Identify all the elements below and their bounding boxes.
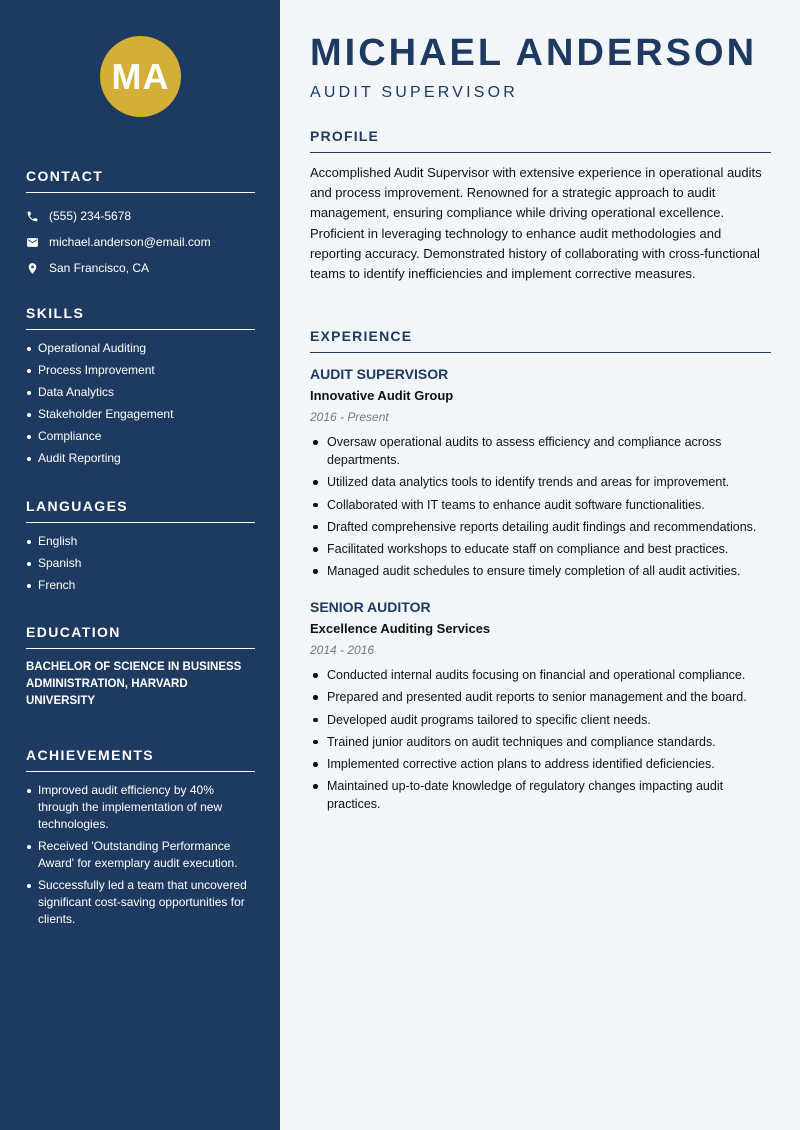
job-bullet: Developed audit programs tailored to specific client needs. (310, 711, 771, 729)
contact-location (26, 255, 255, 281)
skills-list (26, 340, 255, 467)
skill-item: Data Analytics (26, 384, 255, 401)
profile-heading: PROFILE (310, 128, 771, 153)
location-pin-icon (26, 262, 39, 275)
education-section (26, 624, 255, 710)
languages-list (26, 533, 255, 594)
avatar: MA (100, 36, 181, 117)
contact-heading: CONTACT (26, 168, 255, 193)
candidate-role: AUDIT SUPERVISOR (310, 84, 518, 101)
job-bullet: Maintained up-to-date knowledge of regulatory changes impacting audit practices. (310, 777, 771, 813)
skills-heading: SKILLS (26, 305, 255, 330)
job-bullet: Prepared and presented audit reports to senior management and the board. (310, 688, 771, 706)
job-bullet: Facilitated workshops to educate staff on compliance and best practices. (310, 540, 771, 558)
job-bullet: Managed audit schedules to ensure timely completion of all audit activities. (310, 562, 771, 580)
job-entry (310, 598, 771, 818)
job-bullet: Conducted internal audits focusing on financial and operational compliance. (310, 666, 771, 684)
job-bullets (310, 433, 771, 580)
skill-item: Operational Auditing (26, 340, 255, 357)
job-bullet: Oversaw operational audits to assess efficiency and compliance across departments. (310, 433, 771, 469)
skill-item: Audit Reporting (26, 450, 255, 467)
achievement-item: Received 'Outstanding Performance Award' for exemplary audit execution. (26, 838, 255, 872)
job-entry (310, 365, 771, 585)
language-item: English (26, 533, 255, 550)
profile-text: Accomplished Audit Supervisor with extensive experience in operational audits and process improvement. Renowned for a strategic approach to audit management, ensuring compliance while driving operational excellence. Proficient in leveraging technology to enhance audit methodologies and reporting accuracy. Demonstrated history of collaborating with cross-functional teams to identify inefficiencies and implement corrective measures. (310, 165, 762, 282)
sidebar (0, 0, 280, 1130)
job-bullet: Utilized data analytics tools to identify trends and areas for improvement. (310, 473, 771, 491)
candidate-name: MICHAEL ANDERSON (310, 32, 758, 74)
job-bullets (310, 666, 771, 813)
experience-heading: EXPERIENCE (310, 328, 771, 353)
skill-item: Process Improvement (26, 362, 255, 379)
contact-section (26, 168, 255, 281)
job-bullet: Implemented corrective action plans to address identified deficiencies. (310, 755, 771, 773)
job-dates: 2016 - Present (310, 410, 389, 424)
languages-section (26, 498, 255, 599)
language-item: French (26, 577, 255, 594)
email-icon (26, 236, 39, 249)
achievements-heading: ACHIEVEMENTS (26, 747, 255, 772)
job-company: Excellence Auditing Services (310, 621, 491, 636)
job-dates: 2014 - 2016 (310, 643, 375, 657)
achievement-item: Improved audit efficiency by 40% through the implementation of new technologies. (26, 782, 255, 833)
skills-section (26, 305, 255, 472)
email-text[interactable]: michael.anderson@email.com (49, 235, 211, 249)
achievements-list (26, 782, 255, 928)
phone-text: (555) 234-5678 (49, 209, 132, 223)
achievement-item: Successfully led a team that uncovered significant cost-saving opportunities for clients. (26, 877, 255, 928)
skill-item: Stakeholder Engagement (26, 406, 255, 423)
language-item: Spanish (26, 555, 255, 572)
job-company: Innovative Audit Group (310, 388, 454, 403)
job-title: SENIOR AUDITOR (310, 599, 431, 615)
contact-phone (26, 203, 255, 229)
job-bullet: Drafted comprehensive reports detailing audit findings and recommendations. (310, 518, 771, 536)
job-bullet: Collaborated with IT teams to enhance audit software functionalities. (310, 496, 771, 514)
achievements-section (26, 747, 255, 933)
job-bullet: Trained junior auditors on audit techniques and compliance standards. (310, 733, 771, 751)
education-heading: EDUCATION (26, 624, 255, 649)
contact-email (26, 229, 255, 255)
phone-icon (26, 210, 39, 223)
skill-item: Compliance (26, 428, 255, 445)
languages-heading: LANGUAGES (26, 498, 255, 523)
location-text: San Francisco, CA (49, 261, 150, 275)
job-title: AUDIT SUPERVISOR (310, 366, 449, 382)
education-degree: BACHELOR OF SCIENCE IN BUSINESS ADMINISTRATION, HARVARD UNIVERSITY (26, 661, 242, 707)
